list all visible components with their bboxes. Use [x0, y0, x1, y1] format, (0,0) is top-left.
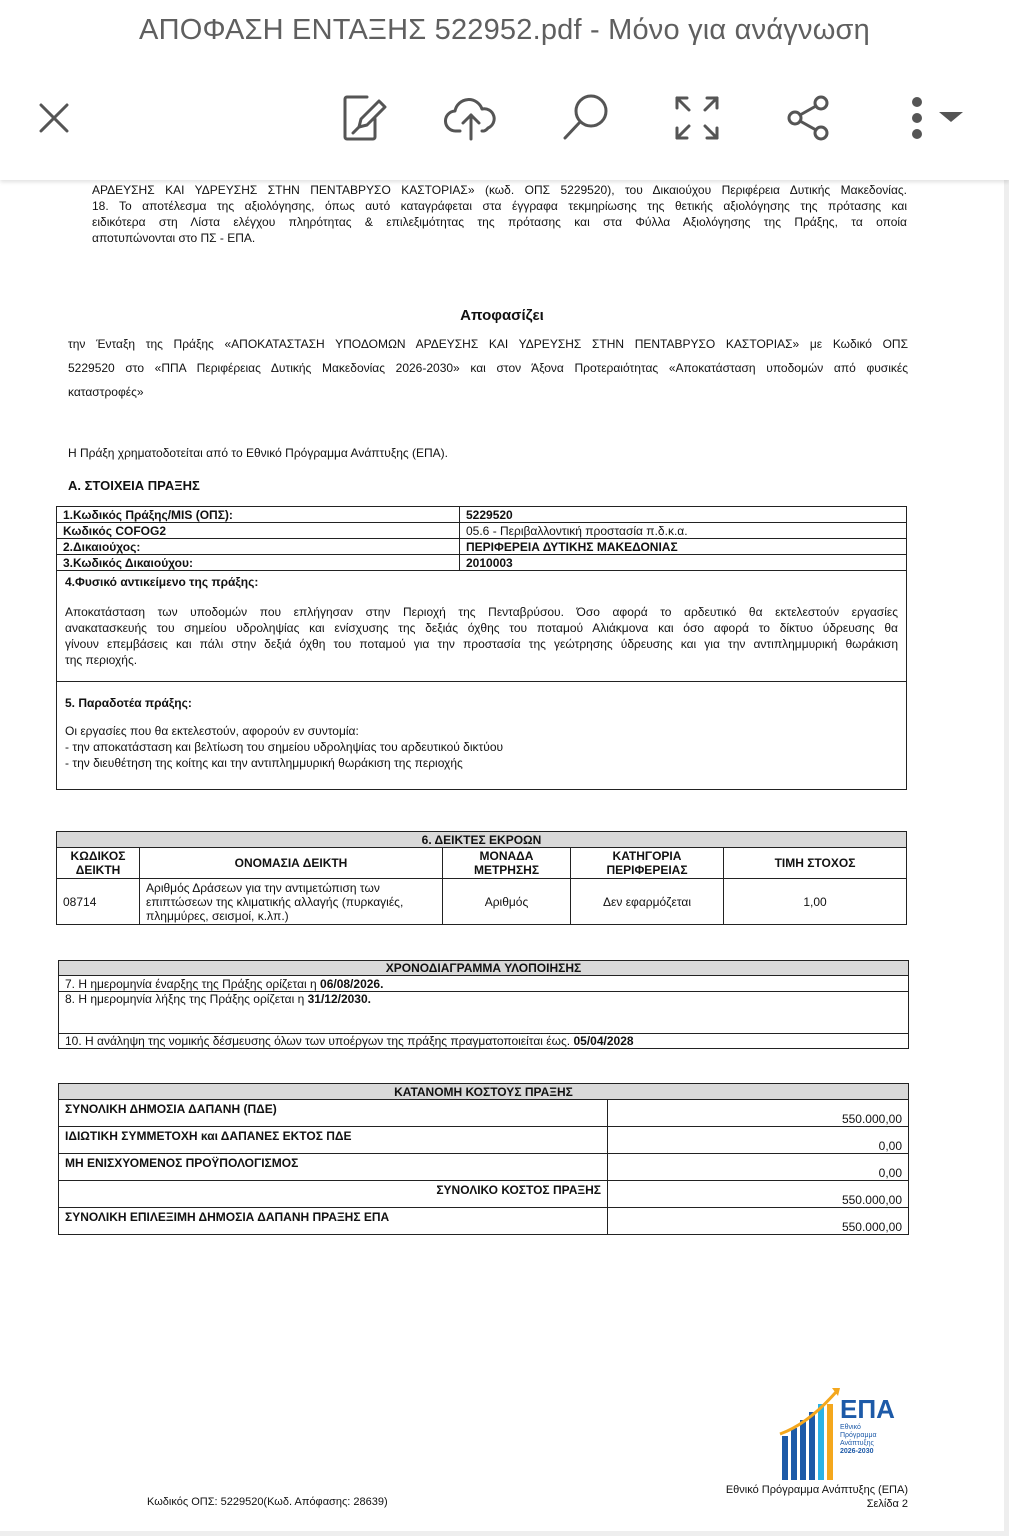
table-row	[57, 523, 907, 539]
cost-title: ΚΑΤΑΝΟΜΗ ΚΟΣΤΟΥΣ ΠΡΑΞΗΣ	[59, 1084, 909, 1100]
deliverables-label: 5. Παραδοτέα πράξης:	[65, 696, 192, 710]
project-info-table	[56, 506, 907, 571]
table-row	[57, 879, 907, 925]
table-row	[59, 1100, 909, 1127]
info-label: 2.Δικαιούχος:	[57, 539, 460, 555]
footer-info	[726, 1483, 908, 1511]
table-row	[57, 539, 907, 555]
epa-logo-text: ΕΠΑ	[840, 1394, 895, 1424]
intro-line-1: ΑΡΔΕΥΣΗΣ ΚΑΙ ΥΔΡΕΥΣΗΣ ΣΤΗΝ ΠΕΝΤΑΒΡΥΣΟ ΚΑΣΤΟΡΙΑΣ» (κωδ. ΟΠΣ 5229520), του Δικαιούχου Περιφέρεια Δυτικής Μακεδονίας.	[92, 183, 907, 197]
start-date-value: 06/08/2026.	[320, 976, 384, 991]
epa-logo-sub: Ανάπτυξης	[840, 1440, 874, 1447]
indicator-target: 1,00	[724, 879, 907, 925]
commitment-text: 10. Η ανάληψη της νομικής δέσμευσης όλων των υποέργων της πράξης πραγματοποιείται έως.	[65, 1034, 574, 1048]
table-row	[59, 992, 909, 1008]
share-button[interactable]	[776, 88, 840, 148]
cost-value: 0,00	[608, 1127, 909, 1154]
info-label: Κωδικός COFOG2	[57, 523, 460, 539]
intro-line-2: 18. Το αποτέλεσμα της αξιολόγησης, όπως αυτό καταγράφεται στα έγγραφα τεκμηρίωσης της θετικής αξιολόγησης της πρότασης και	[92, 199, 907, 213]
deliverables-line: - την διευθέτηση της κοίτης και την αντιπλημμυρική θωράκιση της περιοχής	[65, 756, 463, 770]
info-value: 2010003	[460, 555, 907, 571]
info-label: 1.Κωδικός Πράξης/MIS (ΟΠΣ):	[57, 507, 460, 523]
indicator-code: 08714	[57, 879, 140, 925]
cost-value: 0,00	[608, 1154, 909, 1181]
table-row	[57, 555, 907, 571]
physical-object-line: γίνουν επεμβάσεις και πάλι στην δεξιά όχθη του ποταμού για την προστασία της γεώτρησης ύδρευσης και για την αντιπλημμυρική θωράκιση	[65, 637, 898, 651]
table-row	[59, 976, 909, 992]
table-row	[59, 1034, 909, 1049]
cost-label: ΜΗ ΕΝΙΣΧΥΟΜΕΝΟΣ ΠΡΟΫΠΟΛΟΓΙΣΜΟΣ	[59, 1154, 608, 1181]
cost-label: ΣΥΝΟΛΙΚΗ ΕΠΙΛΕΞΙΜΗ ΔΗΜΟΣΙΑ ΔΑΠΑΝΗ ΠΡΑΞΗΣ ΕΠΑ	[59, 1208, 608, 1235]
more-options-button[interactable]	[895, 88, 975, 148]
column-header: ΜΟΝΑΔΑ ΜΕΤΡΗΣΗΣ	[443, 848, 571, 879]
output-indicators-table	[56, 831, 907, 925]
more-icon	[907, 95, 927, 141]
cost-label: ΣΥΝΟΛΙΚΗ ΔΗΜΟΣΙΑ ΔΑΠΑΝΗ (ΠΔΕ)	[59, 1100, 608, 1127]
info-value: 5229520	[460, 507, 907, 523]
document-title: ΑΠΟΦΑΣΗ ΕΝΤΑΞΗΣ 522952.pdf - Μόνο για ανάγνωση	[139, 14, 870, 46]
indicator-category: Δεν εφαρμόζεται	[571, 879, 724, 925]
search-button[interactable]	[553, 88, 617, 148]
start-date-text: 7. Η ημερομηνία έναρξης της Πράξης ορίζεται η	[65, 976, 321, 991]
epa-logo-years: 2026-2030	[840, 1448, 874, 1455]
table-row	[59, 1007, 909, 1034]
intro-line-3: ειδικότερα στη Λίστα ελέγχου πληρότητας & επιλεξιμότητας της πρότασης και στα Φύλλα Αξιολόγησης της Πράξης, τα οποία	[92, 215, 907, 229]
schedule-table	[58, 960, 909, 1049]
cost-value: 550.000,00	[608, 1100, 909, 1127]
info-label: 3.Κωδικός Δικαιούχου:	[57, 555, 460, 571]
end-date-value: 31/12/2030.	[307, 992, 371, 1006]
commitment-date-value: 05/04/2028	[573, 1034, 634, 1048]
cloud-upload-icon	[444, 95, 500, 141]
edit-icon	[337, 93, 387, 143]
column-header: ΤΙΜΗ ΣΤΟΧΟΣ	[724, 848, 907, 879]
physical-object-box	[56, 570, 907, 682]
close-icon	[37, 101, 71, 135]
edit-button[interactable]	[330, 88, 394, 148]
indicator-unit: Αριθμός	[443, 879, 571, 925]
end-date-text: 8. Η ημερομηνία λήξης της Πράξης ορίζεται η	[65, 992, 308, 1006]
epa-logo-sub: Πρόγραμμα	[840, 1432, 877, 1439]
fullscreen-icon	[673, 94, 721, 142]
cost-value: 550.000,00	[608, 1208, 909, 1235]
deliverables-line: - την αποκατάσταση και βελτίωση του σημείου υδροληψίας του αρδευτικού δικτύου	[65, 740, 504, 754]
cost-value: 550.000,00	[608, 1181, 909, 1208]
decision-line-2: 5229520 στο «ΠΠΑ Περιφέρειας Δυτικής Μακεδονίας 2026-2030» και στον Άξονα Προτεραιότητας «Αποκατάσταση υποδομών από φυσικές	[68, 361, 908, 375]
indicators-title: 6. ΔΕΙΚΤΕΣ ΕΚΡΟΩΝ	[57, 832, 907, 848]
table-row	[59, 1181, 909, 1208]
deliverables-box	[56, 681, 907, 790]
physical-object-label: 4.Φυσικό αντικείμενο της πράξης:	[65, 575, 259, 589]
physical-object-line: της περιοχής.	[65, 653, 138, 667]
cost-label: ΣΥΝΟΛΙΚΟ ΚΟΣΤΟΣ ΠΡΑΞΗΣ	[59, 1181, 608, 1208]
cost-label: ΙΔΙΩΤΙΚΗ ΣΥΜΜΕΤΟΧΗ και ΔΑΠΑΝΕΣ ΕΚΤΟΣ ΠΔΕ	[59, 1127, 608, 1154]
close-button[interactable]	[22, 88, 86, 148]
table-row	[59, 1154, 909, 1181]
footer-program: Εθνικό Πρόγραμμα Ανάπτυξης (ΕΠΑ)	[725, 1484, 908, 1496]
column-header: ΟΝΟΜΑΣΙΑ ΔΕΙΚΤΗ	[140, 848, 443, 879]
pdf-page	[0, 178, 1004, 1531]
epa-logo	[778, 1384, 908, 1484]
info-value: ΠΕΡΙΦΕΡΕΙΑ ΔΥΤΙΚΗΣ ΜΑΚΕΔΟΝΙΑΣ	[460, 539, 907, 555]
intro-line-4: αποτυπώνονται στο ΠΣ - ΕΠΑ.	[92, 231, 256, 245]
decision-heading: Αποφασίζει	[460, 307, 544, 324]
cost-table	[58, 1083, 909, 1235]
decision-line-1: την Ένταξη της Πράξης «ΑΠΟΚΑΤΑΣΤΑΣΗ ΥΠΟΔΟΜΩΝ ΑΡΔΕΥΣΗΣ ΚΑΙ ΥΔΡΕΥΣΗΣ ΣΤΗΝ ΠΕΝΤΑΒΡΥΣΟ ΚΑΣΤΟΡΙΑΣ» με Κωδικό ΟΠΣ	[68, 337, 908, 351]
fullscreen-button[interactable]	[665, 88, 729, 148]
table-header-row	[57, 848, 907, 879]
funding-line: Η Πράξη χρηματοδοτείται από το Εθνικό Πρόγραμμα Ανάπτυξης (ΕΠΑ).	[68, 446, 448, 460]
deliverables-line: Οι εργασίες που θα εκτελεστούν, αφορούν εν συντομία:	[65, 724, 359, 738]
footer-page-number: Σελίδα 2	[866, 1498, 908, 1510]
physical-object-line: Αποκατάσταση των υποδομών που επλήγησαν στην Περιοχή της Πενταβρύσου. Όσο αφορά το αρδευτικό θα εκτελεστούν εργασίες	[65, 605, 898, 619]
dropdown-arrow-icon	[939, 112, 963, 124]
decision-line-3: καταστροφές»	[68, 385, 144, 399]
section-a-heading: Α. ΣΤΟΙΧΕΙΑ ΠΡΑΞΗΣ	[68, 478, 200, 493]
footer-code: Κωδικός ΟΠΣ: 5229520(Κωδ. Απόφασης: 28639)	[147, 1496, 388, 1508]
physical-object-line: ανακατασκευής του σημείου υδροληψίας και ενίσχυσης της δεξιάς όχθης του ποταμού Αλιάκμονα και όσο αφορά το δίκτυο ύδρευσης θα	[65, 621, 898, 635]
epa-logo-sub: Εθνικό	[840, 1424, 861, 1431]
column-header: ΚΑΤΗΓΟΡΙΑ ΠΕΡΙΦΕΡΕΙΑΣ	[571, 848, 724, 879]
viewer-toolbar	[0, 0, 1009, 180]
schedule-title: ΧΡΟΝΟΔΙΑΓΡΑΜΜΑ ΥΛΟΠΟΙΗΣΗΣ	[59, 961, 909, 976]
column-header: ΚΩΔΙΚΟΣ ΔΕΙΚΤΗ	[57, 848, 140, 879]
upload-button[interactable]	[440, 88, 504, 148]
table-row	[59, 1208, 909, 1235]
table-row	[57, 507, 907, 523]
info-value: 05.6 - Περιβαλλοντική προστασία π.δ.κ.α.	[460, 523, 907, 539]
search-icon	[559, 92, 611, 144]
table-row	[59, 1127, 909, 1154]
share-icon	[783, 93, 833, 143]
indicator-name: Αριθμός Δράσεων για την αντιμετώπιση των επιπτώσεων της κλιματικής αλλαγής (πυρκαγιές, πλημμύρες, σεισμοί, κ.λπ.)	[140, 879, 443, 925]
